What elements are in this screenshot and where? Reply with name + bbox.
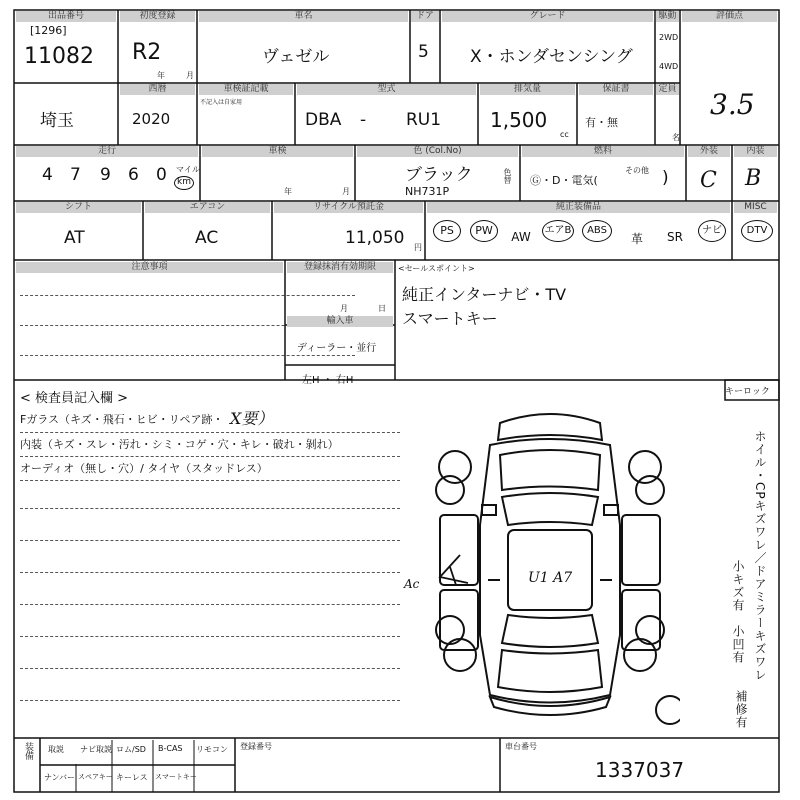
keylock-label: キーロック bbox=[725, 387, 770, 397]
recycle-value: 11,050 bbox=[345, 228, 405, 248]
mileage-digit-4: 6 bbox=[128, 165, 139, 185]
grade-label: グレード bbox=[442, 11, 653, 22]
import-label: 輸入車 bbox=[287, 316, 393, 327]
model-prefix: DBA bbox=[305, 110, 342, 130]
right-note-repair: 補修有 bbox=[734, 690, 748, 729]
score-value: 3.5 bbox=[710, 88, 755, 121]
cc-unit: cc bbox=[560, 130, 569, 139]
year-value: 2020 bbox=[132, 110, 171, 128]
drive-4wd: 4WD bbox=[659, 62, 679, 71]
car-name: ヴェゼル bbox=[262, 47, 330, 67]
footer-navi-manual: ナビ取説 bbox=[80, 745, 112, 754]
chassis-number-label: 車台番号 bbox=[505, 742, 537, 751]
inspector-line-7 bbox=[20, 604, 400, 605]
mileage-digit-3: 9 bbox=[100, 165, 111, 185]
equip-pw: PW bbox=[465, 220, 503, 242]
footer-spare-key: スペアキー bbox=[78, 773, 113, 781]
model-dash: - bbox=[360, 110, 367, 130]
caution-label: 注意事項 bbox=[16, 262, 283, 273]
sales-points-label: <セールスポイント> bbox=[398, 264, 475, 273]
footer-remote: リモコン bbox=[196, 745, 228, 754]
interior-label: 内装 bbox=[734, 146, 777, 157]
steering-side: 左H ・ 右H bbox=[302, 375, 354, 386]
door-count: 5 bbox=[418, 42, 429, 62]
displacement-label: 排気量 bbox=[480, 84, 575, 95]
inspector-line-8 bbox=[20, 636, 400, 637]
import-type: ディーラー・並行 bbox=[297, 343, 377, 354]
inspector-line-1 bbox=[20, 432, 400, 433]
inspection-label: 車検 bbox=[202, 146, 353, 157]
equip-airbag: エアB bbox=[539, 220, 577, 242]
sales-point-2: スマートキー bbox=[402, 309, 498, 328]
lot-sub-number: [1296] bbox=[30, 24, 67, 37]
chassis-number: 1337037 bbox=[595, 758, 685, 782]
caution-line-1 bbox=[20, 295, 355, 296]
equip-aw: AW bbox=[511, 230, 531, 244]
yen-unit: 円 bbox=[414, 243, 422, 252]
aircon-value: AC bbox=[195, 228, 219, 248]
equip-leather: 革 bbox=[630, 232, 643, 246]
inspector-line-4 bbox=[20, 508, 400, 509]
grade-value: X・ホンダセンシング bbox=[470, 47, 633, 67]
drive-label: 駆動 bbox=[656, 11, 679, 22]
mgmt-note: 不記入は自家用 bbox=[200, 99, 243, 106]
glass-repair-note: X要） bbox=[230, 409, 274, 428]
mgmt-label: 車検証記載 bbox=[199, 84, 293, 95]
score-label: 評価点 bbox=[682, 11, 777, 22]
mileage-digit-1: 4 bbox=[42, 165, 53, 185]
footer-number-plate: ナンバー bbox=[44, 773, 76, 782]
equip-sunroof: SR bbox=[667, 230, 683, 244]
inspection-year-unit: 年 bbox=[284, 187, 292, 196]
color-change: 色替 bbox=[503, 168, 512, 184]
mileage-digit-5: 0 bbox=[156, 165, 167, 185]
inspector-line-interior: 内装（キズ・スレ・汚れ・シミ・コゲ・穴・キレ・破れ・剝れ） bbox=[20, 438, 339, 451]
warranty-label: 保証書 bbox=[579, 84, 653, 95]
first-registration-value: R2 bbox=[132, 40, 162, 65]
inspector-title: < 検査員記入欄 > bbox=[20, 391, 129, 406]
lot-number: 11082 bbox=[24, 44, 94, 69]
warranty-value: 有・無 bbox=[585, 116, 618, 129]
km-unit: km bbox=[174, 176, 194, 190]
mile-unit: マイル bbox=[176, 165, 200, 174]
diagram-mark-ac: Ac bbox=[404, 577, 420, 591]
caution-line-3 bbox=[20, 355, 355, 356]
footer-smart-key: スマートキー bbox=[155, 773, 197, 781]
inspector-line-2 bbox=[20, 456, 400, 457]
reg-expiry-label: 登録抹消有効期限 bbox=[287, 262, 393, 273]
model-label: 型式 bbox=[297, 84, 476, 95]
lot-number-label: 出品番号 bbox=[16, 11, 116, 22]
equip-abs: ABS bbox=[578, 220, 616, 242]
model-code: RU1 bbox=[406, 110, 442, 130]
footer-side-label: 装備 bbox=[23, 742, 33, 760]
mileage-digit-2: 7 bbox=[70, 165, 81, 185]
fuel-close: ) bbox=[662, 168, 669, 188]
door-label: ドア bbox=[411, 11, 439, 22]
exterior-label: 外装 bbox=[688, 146, 730, 157]
drive-2wd: 2WD bbox=[659, 33, 679, 42]
first-registration-label: 初度登録 bbox=[120, 11, 195, 22]
diagram-mark-roof: U1 A7 bbox=[528, 570, 573, 586]
color-name: ブラック bbox=[405, 165, 473, 185]
region-value: 埼玉 bbox=[40, 111, 74, 131]
equip-ps: PS bbox=[428, 220, 466, 242]
misc-label: MISC bbox=[734, 202, 777, 213]
capacity-label: 定員 bbox=[656, 84, 679, 95]
interior-grade: B bbox=[745, 166, 762, 191]
sales-point-1: 純正インターナビ・TV bbox=[402, 285, 567, 304]
footer-rom-sd: ロム/SD bbox=[116, 745, 146, 754]
expiry-month-unit: 月 bbox=[340, 304, 348, 313]
shift-value: AT bbox=[64, 228, 85, 248]
first-reg-month-unit: 月 bbox=[186, 71, 194, 80]
inspector-line-9 bbox=[20, 668, 400, 669]
first-reg-year-unit: 年 bbox=[157, 71, 165, 80]
inspector-line-3 bbox=[20, 480, 400, 481]
aircon-label: エアコン bbox=[145, 202, 270, 213]
equipment-label: 純正装備品 bbox=[427, 202, 730, 213]
expiry-day-unit: 日 bbox=[378, 304, 386, 313]
color-code: NH731P bbox=[405, 185, 450, 198]
footer-bcas: B-CAS bbox=[158, 744, 183, 753]
fuel-other: その他 bbox=[625, 166, 649, 175]
color-label: 色 (Col.No) bbox=[357, 146, 518, 157]
inspector-line-6 bbox=[20, 572, 400, 573]
capacity-unit: 名 bbox=[672, 133, 680, 142]
right-note-scratches: 小キズ有 小凹有 bbox=[731, 560, 745, 664]
inspector-line-glass: Fガラス（キズ・飛石・ヒビ・リペア跡・ bbox=[20, 413, 224, 426]
equip-dtv: DTV bbox=[738, 220, 776, 242]
mileage-label: 走行 bbox=[16, 146, 198, 157]
footer-keyless: キーレス bbox=[116, 773, 148, 782]
year-label: 西暦 bbox=[120, 84, 195, 95]
shift-label: シフト bbox=[16, 202, 141, 213]
recycle-label: リサイクル預託金 bbox=[274, 202, 423, 213]
inspector-line-10 bbox=[20, 700, 400, 701]
inspector-line-5 bbox=[20, 540, 400, 541]
equip-navi: ナビ bbox=[693, 220, 731, 242]
registration-number-label: 登録番号 bbox=[240, 742, 272, 751]
inspector-line-audio: オーディオ（無し・穴）/ タイヤ（スタッドレス） bbox=[20, 462, 268, 475]
fuel-options: Ⓖ・D・電気( bbox=[530, 174, 598, 187]
footer-manual: 取説 bbox=[48, 745, 64, 754]
displacement-value: 1,500 bbox=[490, 108, 548, 132]
inspection-month-unit: 月 bbox=[342, 187, 350, 196]
exterior-grade: C bbox=[700, 168, 717, 193]
right-note-wheel-mirror: ホイル・CPキズワレ／ドアミラーキズワレ bbox=[753, 430, 767, 682]
car-name-label: 車名 bbox=[199, 11, 408, 22]
fuel-label: 燃料 bbox=[522, 146, 684, 157]
